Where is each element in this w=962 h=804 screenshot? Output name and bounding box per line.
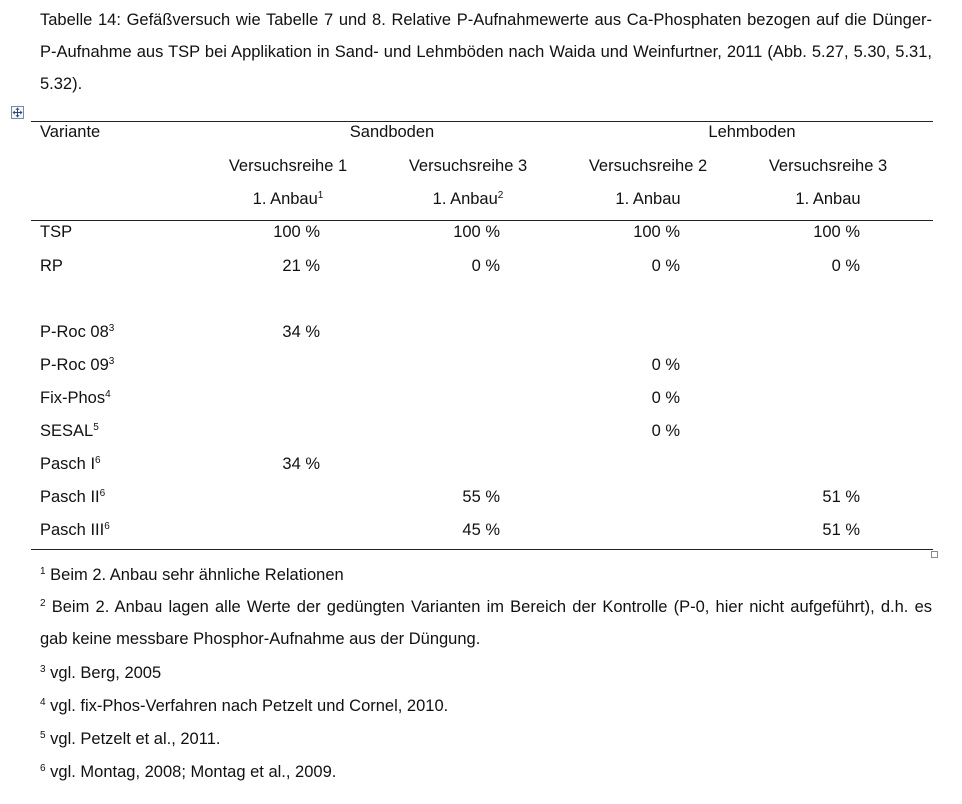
row-label: TSP: [40, 223, 73, 241]
table-cell: 51 %: [822, 521, 860, 539]
table-cell: 100 %: [453, 223, 500, 241]
anbau-header: 1. Anbau$^2$: [432, 190, 504, 208]
row-label: Pasch III$^6$: [40, 521, 110, 539]
table-cell: 51 %: [822, 488, 860, 506]
footnote: $^6$ vgl. Montag, 2008; Montag et al., 2009.: [40, 763, 337, 781]
table-cell: 100 %: [633, 223, 680, 241]
series-header: Versuchsreihe 2: [588, 157, 708, 175]
table-cell: 0 %: [651, 257, 680, 275]
header-bottom-rule: [31, 220, 933, 221]
footnote: $^1$ Beim 2. Anbau sehr ähnliche Relationen: [40, 566, 344, 584]
table-bottom-rule: [31, 549, 933, 550]
group-header-lehmboden: Lehmboden: [708, 123, 796, 141]
table-cell: 0 %: [651, 356, 680, 374]
group-header-sandboden: Sandboden: [349, 123, 435, 141]
table-cell: 0 %: [651, 389, 680, 407]
table-cell: 100 %: [273, 223, 320, 241]
table-caption: Tabelle 14: Gefäßversuch wie Tabelle 7 und 8. Relative P-Aufnahmewerte aus Ca-Phosphaten bezogen auf die Dünger-P-Aufnahme aus TSP bei Applikation in Sand- und Lehmböden nach Waida und Weinfurtner, 2011 (Abb. 5.27, 5.30, 5.31, 5.32).: [40, 11, 932, 93]
table-cell: 34 %: [282, 455, 320, 473]
row-label: RP: [40, 257, 63, 275]
table-cell: 21 %: [282, 257, 320, 275]
series-header: Versuchsreihe 1: [228, 157, 348, 175]
row-label: P-Roc $08^3$: [40, 323, 115, 341]
footnote: $^2$ Beim 2. Anbau lagen alle Werte der gedüngten Varianten im Bereich der Kontrolle (P-0, hier nicht aufgeführt), d.h. es gab keine messbare Phosphor-Aufnahme aus der Düngung.: [40, 598, 932, 648]
series-header: Versuchsreihe 3: [768, 157, 888, 175]
series-header: Versuchsreihe 3: [408, 157, 528, 175]
table-cell: 0 %: [471, 257, 500, 275]
row-label: Pasch $II^6$: [40, 488, 106, 506]
anbau-header: 1. Anbau$^1$: [252, 190, 324, 208]
table-cell: 34 %: [282, 323, 320, 341]
row-label: Fix-Phos$^4$: [40, 389, 111, 407]
table-move-handle-icon[interactable]: [11, 106, 24, 119]
table-cell: 100 %: [813, 223, 860, 241]
table-cell: 0 %: [831, 257, 860, 275]
anbau-header: 1. Anbau: [795, 190, 861, 208]
anbau-header: 1. Anbau: [615, 190, 681, 208]
table-cell: 0 %: [651, 422, 680, 440]
row-label: P-Roc $09^3$: [40, 356, 115, 374]
row-label: Pasch $I^6$: [40, 455, 101, 473]
table-cell: 55 %: [462, 488, 500, 506]
footnote: $^3$ vgl. Berg, 2005: [40, 664, 162, 682]
variant-header: Variante: [40, 123, 101, 141]
footnote: $^5$ vgl. Petzelt et al., 2011.: [40, 730, 221, 748]
table-cell: 45 %: [462, 521, 500, 539]
table-resize-handle-icon[interactable]: [931, 551, 938, 558]
row-label: SESAL$^5$: [40, 422, 99, 440]
footnote: $^4$ vgl. fix-Phos-Verfahren nach Petzelt und Cornel, 2010.: [40, 697, 449, 715]
